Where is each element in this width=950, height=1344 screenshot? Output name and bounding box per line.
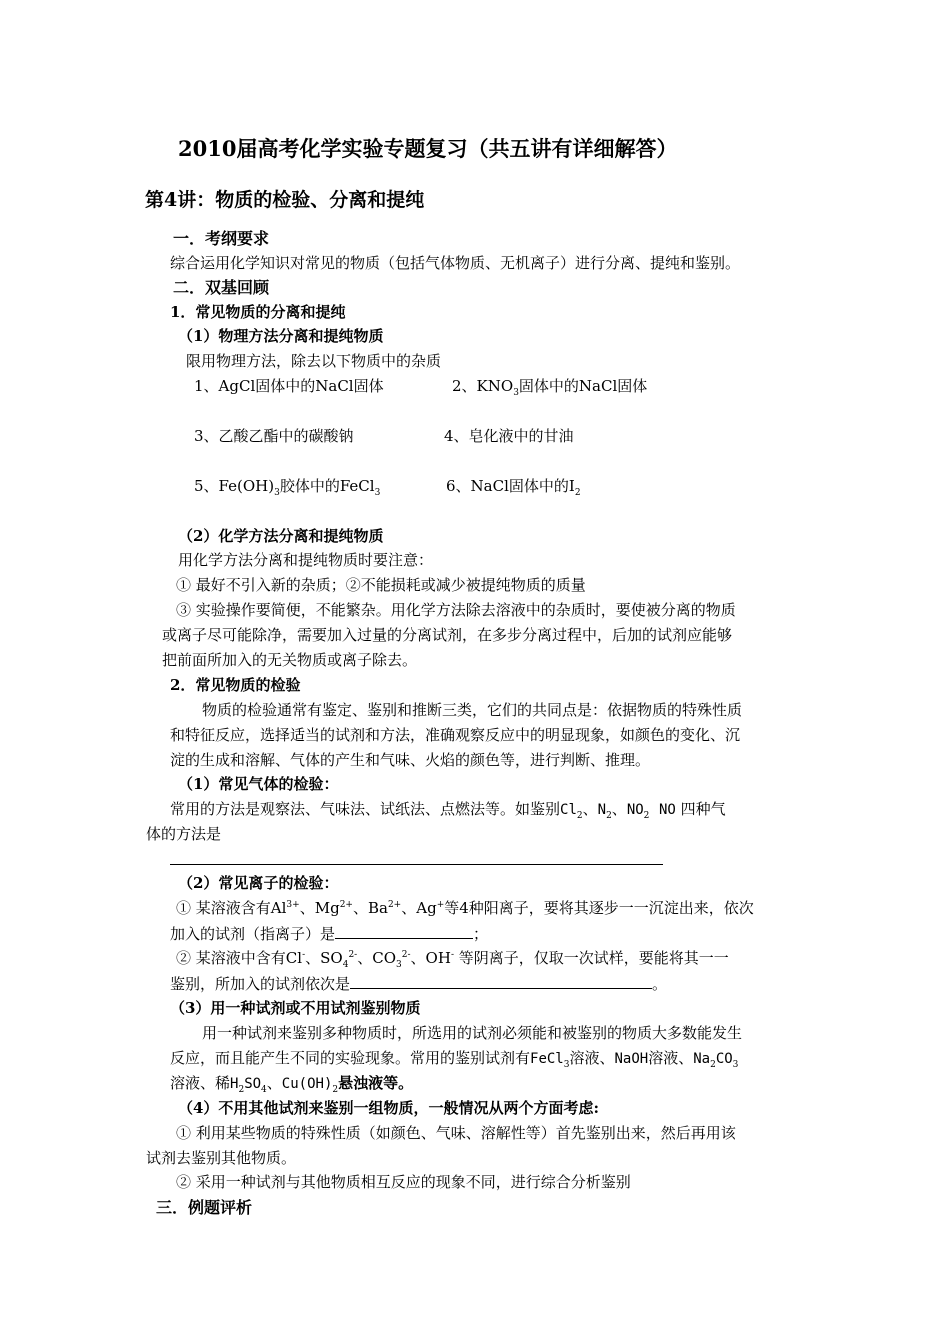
exercise-item-3: 3、乙酸乙酯中的碳酸钠	[194, 427, 354, 445]
exercise-item-4: 4、皂化液中的甘油	[444, 427, 574, 445]
subheading-single-reagent: （3）用一种试剂或不用试剂鉴别物质	[170, 999, 421, 1017]
section-heading-review: 二．双基回顾	[173, 278, 270, 297]
single-reagent-line-2: 反应，而且能产生不同的实验现象。常用的鉴别试剂有FeCl$_3$溶液、NaOH溶液、$Na_2CO_3$	[170, 1049, 739, 1070]
no-reagent-line-3: ② 采用一种试剂与其他物质相互反应的现象不同，进行综合分析鉴别	[176, 1173, 631, 1191]
exercise-item-1: 1、AgCl固体中的NaCl固体	[194, 377, 384, 395]
gas-detection-line-1: 常用的方法是观察法、气味法、试纸法、点燃法等。如鉴别$Cl_2$、$N_2$、$NO_2$ NO 四种气	[170, 800, 726, 821]
chemical-methods-intro: 用化学方法分离和提纯物质时要注意：	[178, 551, 434, 569]
chemical-point-3-line-3: 把前面所加入的无关物质或离子除去。	[162, 651, 418, 669]
answer-blank-gas[interactable]	[170, 864, 663, 865]
physical-methods-intro: 限用物理方法，除去以下物质中的杂质	[186, 352, 442, 370]
document-title: 2010届高考化学实验专题复习（共五讲有详细解答）	[178, 136, 678, 161]
exercise-item-5: 5、$Fe(OH)_3$胶体中的FeCl$_3$	[194, 477, 381, 498]
section-heading-examples: 三．例题评析	[156, 1198, 253, 1217]
subheading-ion-detection: （2）常见离子的检验：	[178, 874, 339, 892]
ion-question-1-line-2: 加入的试剂（指离子）是 ；	[170, 925, 489, 943]
exercise-item-6: 6、NaCl固体中的$I_2$	[446, 477, 581, 498]
subheading-physical-methods: （1）物理方法分离和提纯物质	[178, 327, 384, 345]
detection-line-1: 物质的检验通常有鉴定、鉴别和推断三类，它们的共同点是：依据物质的特殊性质	[202, 701, 743, 719]
chemical-point-3-line-2: 或离子尽可能除净，需要加入过量的分离试剂，在多步分离过程中，后加的试剂应能够	[162, 626, 733, 644]
answer-blank-ion-2[interactable]	[350, 973, 652, 989]
subheading-detection: 2．常见物质的检验	[170, 676, 301, 694]
lecture-heading: 第4讲：物质的检验、分离和提纯	[145, 189, 425, 211]
subheading-chemical-methods: （2）化学方法分离和提纯物质	[178, 527, 384, 545]
detection-line-3: 淀的生成和溶解、气体的产生和气味、火焰的颜色等，进行判断、推理。	[170, 751, 651, 769]
single-reagent-line-3: 溶液、稀$H_2SO_4$、$Cu(OH)_2$悬浊液等。	[170, 1074, 414, 1095]
no-reagent-line-2: 试剂去鉴别其他物质。	[146, 1149, 297, 1167]
answer-blank-ion-1[interactable]	[335, 923, 473, 939]
ion-question-1-line-1: ① 某溶液含有$Al^{3+}$、$Mg^{2+}$、$Ba^{2+}$、Ag+等4种阳离子，要将其逐步一一沉淀出来，依次	[176, 899, 754, 917]
chemical-point-1: ① 最好不引入新的杂质；②不能损耗或减少被提纯物质的质量	[176, 576, 586, 594]
ion-question-2-line-2: 鉴别，所加入的试剂依次是 。	[170, 975, 668, 993]
single-reagent-line-1: 用一种试剂来鉴别多种物质时，所选用的试剂必须能和被鉴别的物质大多数能发生	[202, 1024, 743, 1042]
subheading-separation: 1．常见物质的分离和提纯	[170, 303, 346, 321]
section-heading-syllabus: 一．考纲要求	[173, 229, 270, 248]
subheading-gas-detection: （1）常见气体的检验：	[178, 775, 339, 793]
detection-line-2: 和特征反应，选择适当的试剂和方法，准确观察反应中的明显现象，如颜色的变化、沉	[170, 726, 741, 744]
syllabus-text: 综合运用化学知识对常见的物质（包括气体物质、无机离子）进行分离、提纯和鉴别。	[170, 254, 741, 272]
gas-detection-line-2: 体的方法是	[146, 825, 222, 843]
no-reagent-line-1: ① 利用某些物质的特殊性质（如颜色、气味、溶解性等）首先鉴别出来，然后再用该	[176, 1124, 736, 1142]
exercise-item-2: 2、$KNO_3$固体中的NaCl固体	[452, 377, 648, 398]
subheading-no-reagent: （4）不用其他试剂来鉴别一组物质，一般情况从两个方面考虑:	[178, 1099, 599, 1117]
chemical-point-3-line-1: ③ 实验操作要简便，不能繁杂。用化学方法除去溶液中的杂质时，要使被分离的物质	[176, 601, 736, 619]
ion-question-2-line-1: ② 某溶液中含有Cl-、$SO_4^{2-}$、$CO_3^{2-}$、OH- 等阴离子，仅取一次试样，要能将其一一	[176, 949, 729, 970]
